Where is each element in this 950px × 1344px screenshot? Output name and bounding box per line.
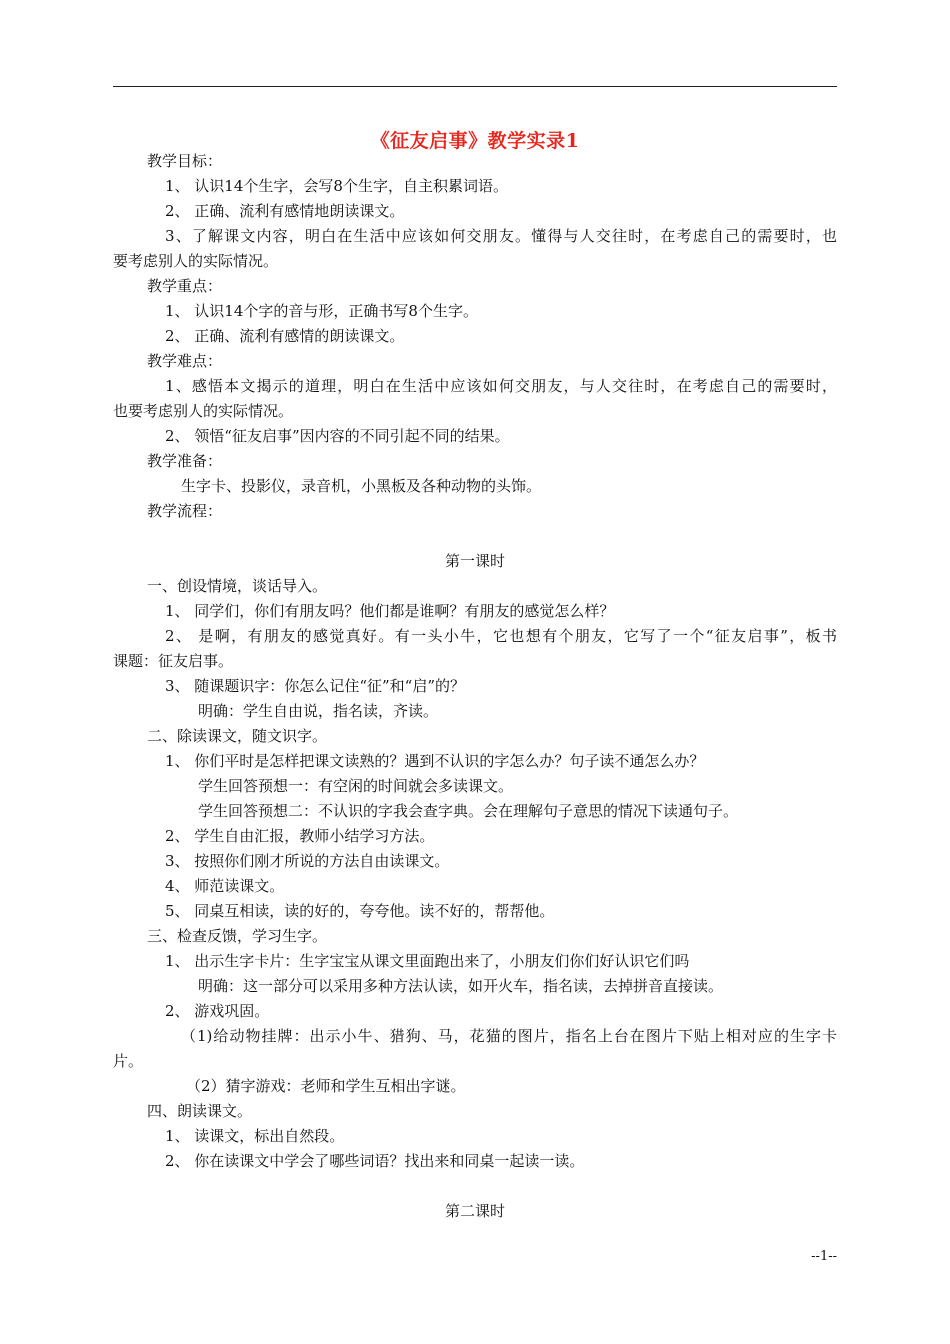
text-line: 3、了解课文内容，明白在生活中应该如何交朋友。懂得与人交往时，在考虑自己的需要时，也 xyxy=(165,227,837,245)
text-line: 2、 领悟“征友启事”因内容的不同引起不同的结果。 xyxy=(165,427,510,445)
text-line: 1、感悟本文揭示的道理，明白在生活中应该如何交朋友，与人交往时，在考虑自己的需要时， xyxy=(165,377,837,395)
text-line: 一、创设情境，谈话导入。 xyxy=(147,577,328,595)
text-line: 3、 随课题识字：你怎么记住“征”和“启”的？ xyxy=(165,677,465,695)
text-line: 1、 认识14个字的音与形，正确书写8个生字。 xyxy=(165,302,478,320)
text-line: 教学准备： xyxy=(147,452,223,470)
text-line: 1、 同学们，你们有朋友吗？他们都是谁啊？有朋友的感觉怎么样？ xyxy=(165,602,615,620)
text-line: （2）猜字游戏：老师和学生互相出字谜。 xyxy=(186,1077,466,1095)
text-line: 2、 你在读课文中学会了哪些词语？找出来和同桌一起读一读。 xyxy=(165,1152,585,1170)
page-number: --1-- xyxy=(811,1249,837,1264)
text-line: 1、 你们平时是怎样把课文读熟的？遇到不认识的字怎么办？句子读不通怎么办？ xyxy=(165,752,705,770)
text-line: 教学目标： xyxy=(147,152,223,170)
text-line: 教学重点： xyxy=(147,277,223,295)
text-line: 5、 同桌互相读，读的好的，夸夸他。读不好的，帮帮他。 xyxy=(165,902,555,920)
text-line: 学生回答预想一：有空闲的时间就会多读课文。 xyxy=(198,777,514,795)
text-line: 片。 xyxy=(113,1052,144,1070)
section-heading: 第二课时 xyxy=(444,1202,505,1220)
text-line: 明确：这一部分可以采用多种方法认读，如开火车，指名读，去掉拼音直接读。 xyxy=(198,977,724,995)
text-line: 明确：学生自由说，指名读，齐读。 xyxy=(198,702,439,720)
text-line: 课题：征友启事。 xyxy=(113,652,234,670)
text-line: 2、 学生自由汇报，教师小结学习方法。 xyxy=(165,827,435,845)
text-line: （1)给动物挂牌：出示小牛、猎狗、马，花猫的图片，指名上台在图片下贴上相对应的生字卡 xyxy=(181,1027,837,1045)
text-line: 2、 游戏巩固。 xyxy=(165,1002,270,1020)
text-line: 1、 读课文，标出自然段。 xyxy=(165,1127,345,1145)
text-line: 生字卡、投影仪，录音机，小黑板及各种动物的头饰。 xyxy=(181,477,542,495)
text-line: 3、 按照你们刚才所说的方法自由读课文。 xyxy=(165,852,450,870)
text-line: 2、 是啊，有朋友的感觉真好。有一头小牛，它也想有个朋友，它写了一个“征友启事”，板书 xyxy=(165,627,837,645)
text-line: 也要考虑别人的实际情况。 xyxy=(113,402,294,420)
section-heading: 第一课时 xyxy=(444,552,505,570)
text-line: 教学流程： xyxy=(147,502,223,520)
text-line: 4、 师范读课文。 xyxy=(165,877,285,895)
text-line: 要考虑别人的实际情况。 xyxy=(113,252,279,270)
text-line: 学生回答预想二：不认识的字我会查字典。会在理解句子意思的情况下读通句子。 xyxy=(198,802,739,820)
document-title: 《征友启事》教学实录1 xyxy=(370,130,580,152)
text-line: 三、检查反馈，学习生字。 xyxy=(147,927,328,945)
text-line: 2、 正确、流利有感情地朗读课文。 xyxy=(165,202,405,220)
text-line: 2、 正确、流利有感情的朗读课文。 xyxy=(165,327,405,345)
text-line: 四、朗读课文。 xyxy=(147,1102,253,1120)
text-line: 教学难点： xyxy=(147,352,223,370)
text-line: 二、除读课文，随文识字。 xyxy=(147,727,328,745)
text-line: 1、 出示生字卡片：生字宝宝从课文里面跑出来了，小朋友们你们好认识它们吗 xyxy=(165,952,690,970)
text-line: 1、 认识14个生字，会写8个生字，自主积累词语。 xyxy=(165,177,508,195)
header-rule xyxy=(113,86,837,87)
